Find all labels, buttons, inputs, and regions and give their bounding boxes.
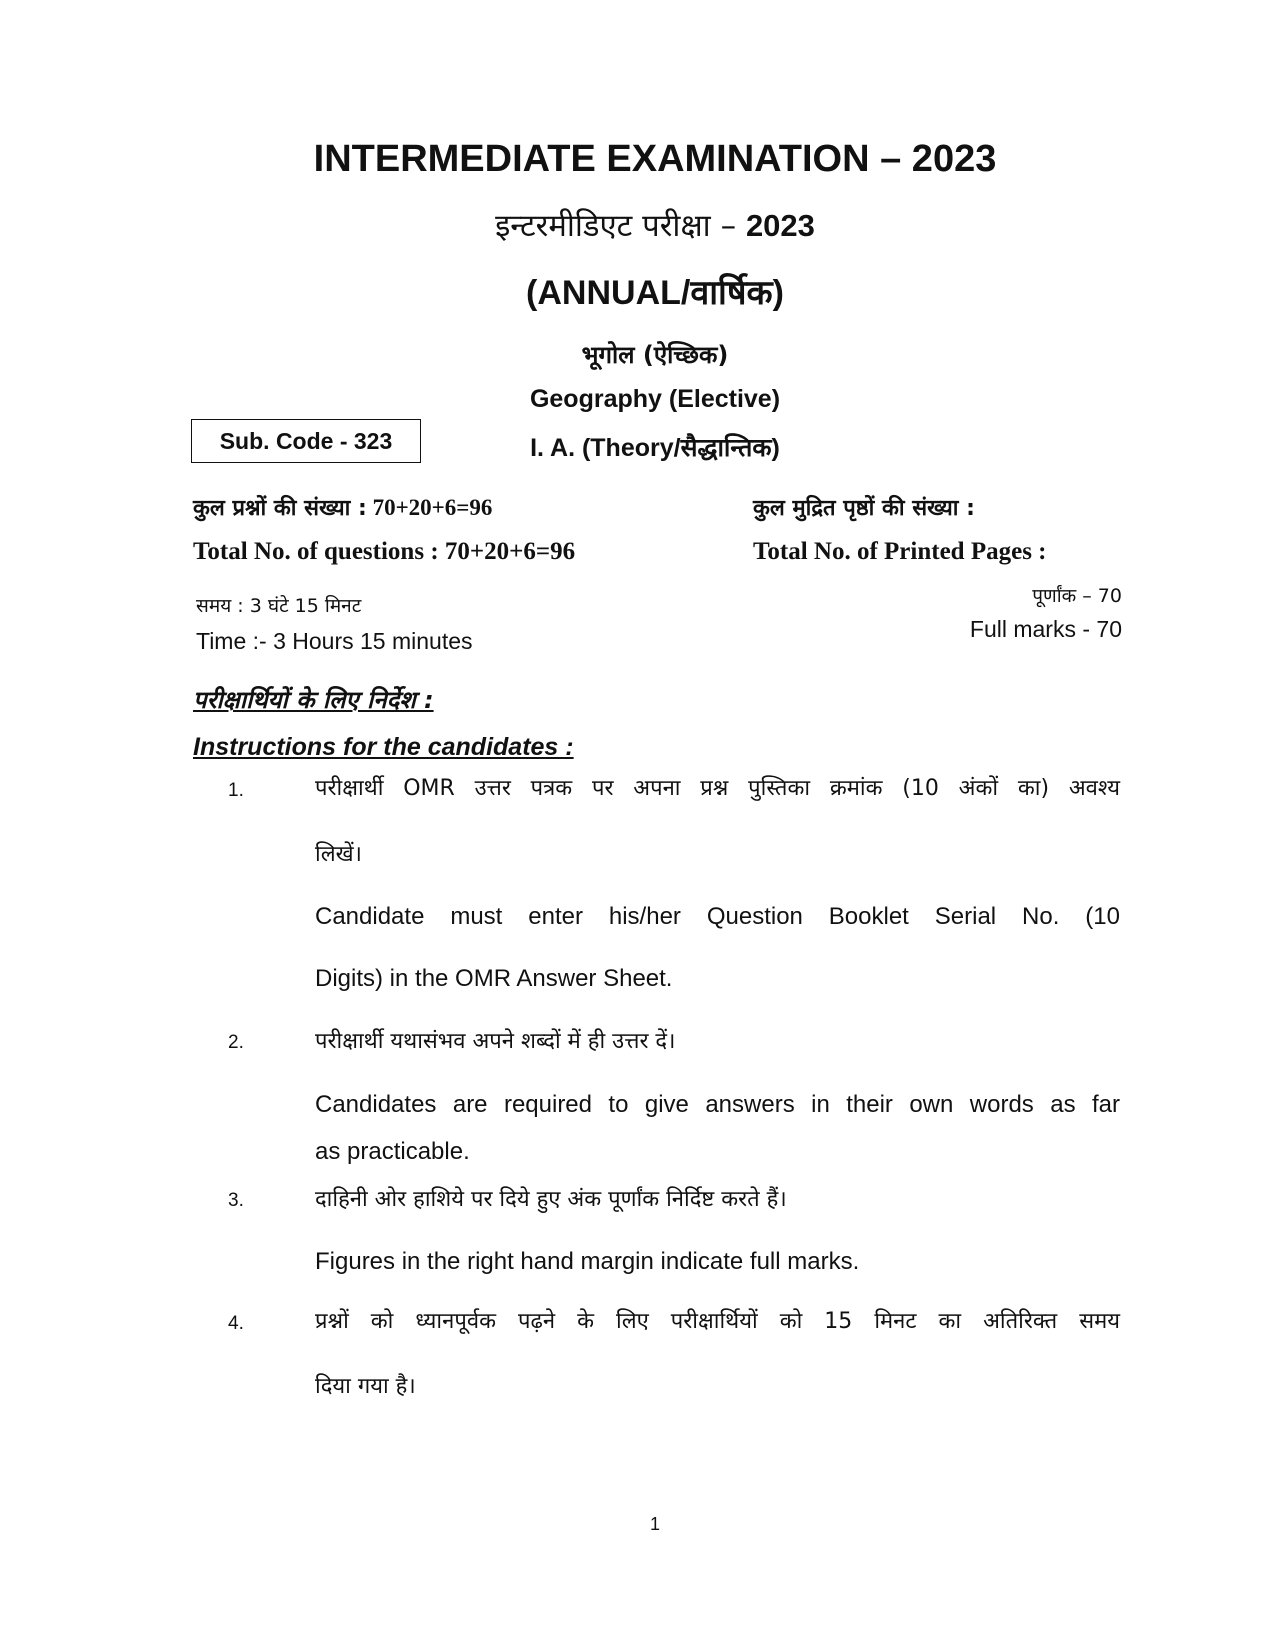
instructions-heading-english: Instructions for the candidates : <box>193 733 574 761</box>
page-number: 1 <box>649 1514 660 1534</box>
instruction-number: 4. <box>228 1313 244 1334</box>
instruction-number: 2. <box>228 1032 244 1053</box>
printed-pages-english: Total No. of Printed Pages : <box>753 538 1047 565</box>
annual-label: (ANNUAL/वार्षिक) <box>526 274 784 312</box>
instruction-1-hindi-line-2: लिखें। <box>315 842 362 867</box>
full-marks-english: Full marks - 70 <box>969 616 1122 642</box>
instruction-3-hindi-line-1: दाहिनी ओर हाशिये पर दिये हुए अंक पूर्णांक निर्दिष्ट करते हैं। <box>315 1187 787 1212</box>
instruction-1-hindi-line-1: परीक्षार्थी OMR उत्तर पत्रक पर अपना प्रश्न पुस्तिका क्रमांक (10 अंकों का) अवश्य <box>315 776 1120 801</box>
subject-hindi: भूगोल (ऐच्छिक) <box>581 341 729 369</box>
exam-title-hindi-text: इन्टरमीडिएट परीक्षा – <box>495 208 737 244</box>
exam-title-hindi <box>0 204 1275 246</box>
instruction-number: 1. <box>228 780 244 801</box>
instruction-1-english-line-2: Digits) in the OMR Answer Sheet. <box>315 965 673 992</box>
time-english: Time :- 3 Hours 15 minutes <box>196 628 473 654</box>
question-count-hindi-value: 70+20+6=96 <box>372 495 493 520</box>
exam-title: INTERMEDIATE EXAMINATION – 2023 <box>313 138 997 180</box>
exam-title-hindi-year: 2023 <box>745 208 815 243</box>
instruction-3-english-line-1: Figures in the right hand margin indicate full marks. <box>315 1248 860 1275</box>
instruction-2-english-line-1: Candidates are required to give answers in their own words as far <box>315 1091 1120 1118</box>
instruction-number: 3. <box>228 1190 244 1211</box>
instruction-2-hindi-line-1: परीक्षार्थी यथासंभव अपने शब्दों में ही उत्तर दें। <box>315 1029 676 1054</box>
question-count-hindi <box>193 492 492 522</box>
instruction-1-english-line-1: Candidate must enter his/her Question Booklet Serial No. (10 <box>315 903 1120 930</box>
instructions-heading-hindi: परीक्षार्थियों के लिए निर्देश : <box>193 686 434 714</box>
instruction-4-hindi-line-1: प्रश्नों को ध्यानपूर्वक पढ़ने के लिए परीक्षार्थियों को 15 मिनट का अतिरिक्त समय <box>315 1309 1120 1334</box>
subject-english: Geography (Elective) <box>529 385 781 413</box>
printed-pages-hindi: कुल मुद्रित पृष्ठों की संख्या : <box>753 496 975 521</box>
question-count-english: Total No. of questions : 70+20+6=96 <box>193 538 576 565</box>
instruction-4-hindi-line-2: दिया गया है। <box>315 1374 416 1399</box>
time-hindi: समय : 3 घंटे 15 मिनट <box>196 595 362 617</box>
full-marks-hindi: पूर्णांक – 70 <box>1032 585 1122 607</box>
instruction-2-english-line-2: as practicable. <box>315 1138 470 1165</box>
question-count-hindi-label: कुल प्रश्नों की संख्या : <box>193 496 367 521</box>
sub-code-box: Sub. Code - 323 <box>191 419 421 463</box>
paper-type: I. A. (Theory/सैद्धान्तिक) <box>530 434 780 462</box>
